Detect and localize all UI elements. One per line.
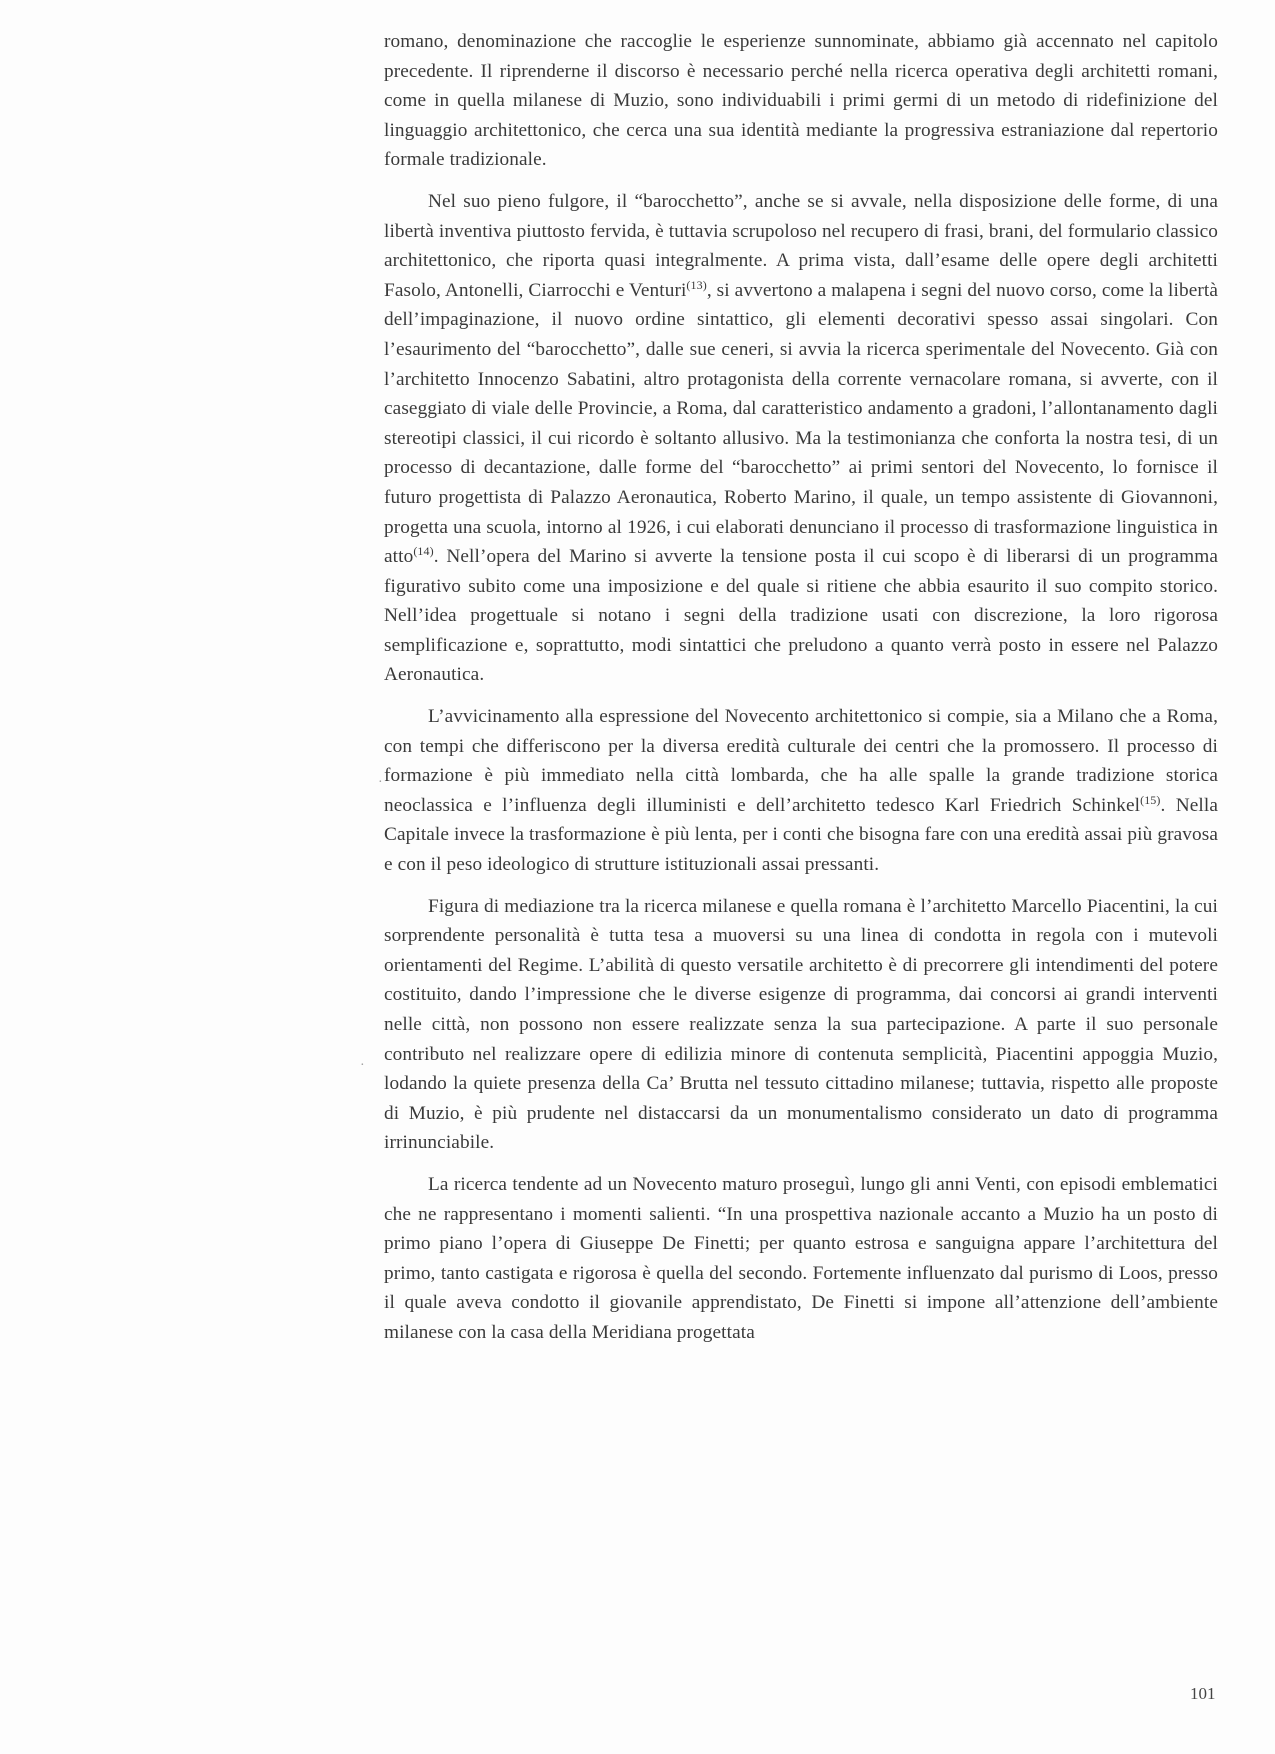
page-number: 101	[1190, 1684, 1216, 1703]
paragraph-4	[384, 892, 1218, 1158]
footnote-ref-15: (15)	[1140, 792, 1161, 807]
paragraph-5	[384, 1170, 1218, 1348]
paragraph-3-text-b: . Nella Capitale invece la trasformazione è più lenta, per i conti che bisogna fare con una eredità assai più gravosa e con il peso ideologico di strutture istituzionali assai pressanti.	[384, 794, 1218, 876]
footnote-ref-14: (14)	[413, 544, 434, 559]
paragraph-3	[384, 702, 1218, 880]
paragraph-5-text: La ricerca tendente ad un Novecento maturo proseguì, lungo gli anni Venti, con episodi emblematici che ne rappresentano i momenti salienti. “In una prospettiva nazionale accanto a Muzio ha un posto di primo piano l’opera di Giuseppe De Finetti; per quanto estrosa e sanguigna appare l’architettura del primo, tanto castigata e rigorosa è quella del secondo. Fortemente influenzato dal purismo di Loos, presso il quale aveva condotto il giovanile apprendistato, De Finetti si impone all’attenzione dell’ambiente milanese con la casa della Meridiana progettata	[384, 1173, 1218, 1343]
paragraph-2	[384, 187, 1218, 690]
scan-speck: ·	[378, 775, 383, 790]
paragraph-2-text-a: Nel suo pieno fulgore, il “barocchetto”, anche se si avvale, nella disposizione delle forme, di una libertà inventiva piuttosto fervida, è tuttavia scrupoloso nel recupero di frasi, brani, del formulario classico architettonico, che riporta quasi integralmente. A prima vista, dall’esame delle opere degli architetti Fasolo, Antonelli, Ciarrocchi e Venturi	[384, 190, 1218, 301]
footnote-ref-13: (13)	[686, 277, 707, 292]
body-text-column	[384, 27, 1218, 1360]
scan-speck: ·	[360, 1058, 365, 1073]
paragraph-3-text-a: L’avvicinamento alla espressione del Novecento architettonico si compie, sia a Milano che a Roma, con tempi che differiscono per la diversa eredità culturale dei centri che la promossero. Il processo di formazione è più immediato nella città lombarda, che ha alle spalle la grande tradizione storica neoclassica e l’influenza degli illuministi e dell’architetto tedesco Karl Friedrich Schinkel	[384, 706, 1218, 816]
paragraph-2-text-c: . Nell’opera del Marino si avverte la tensione posta il cui scopo è di liberarsi di un programma figurativo subito come una imposizione e del quale si ritiene che abbia esaurito il suo compito storico. Nell’idea progettuale si notano i segni della tradizione usati con discrezione, la loro rigorosa semplificazione e, soprattutto, modi sintattici che preludono a quanto verrà posto in essere nel Palazzo Aeronautica.	[384, 546, 1218, 686]
paragraph-2-text-b: , si avvertono a malapena i segni del nuovo corso, come la libertà dell’impaginazione, il nuovo ordine sintattico, gli elementi decorativi spesso assai singolari. Con l’esaurimento del “barocchetto”, dalle sue ceneri, si avvia la ricerca sperimentale del Novecento. Già con l’architetto Innocenzo Sabatini, altro protagonista della corrente vernacolare romana, si avverte, con il caseggiato di viale delle Provincie, a Roma, dal caratteristico andamento a gradoni, l’allontanamento dagli stereotipi classici, il cui ricordo è soltanto allusivo. Ma la testimonianza che conforta la nostra tesi, di un processo di decantazione, dalle forme del “barocchetto” ai primi sentori del Novecento, lo fornisce il futuro progettista di Palazzo Aeronautica, Roberto Marino, il quale, un tempo assistente di Giovannoni, progetta una scuola, intorno al 1926, i cui elaborati denunciano il processo di trasformazione linguistica in atto	[384, 279, 1218, 568]
paragraph-1	[384, 27, 1218, 175]
paragraph-1-text: romano, denominazione che raccoglie le esperienze sunnominate, abbiamo già accennato nel capitolo precedente. Il riprenderne il discorso è necessario perché nella ricerca operativa degli architetti romani, come in quella milanese di Muzio, sono individuabili i primi germi di un metodo di ridefinizione del linguaggio architettonico, che cerca una sua identità mediante la progressiva estraniazione dal repertorio formale tradizionale.	[384, 31, 1218, 171]
paragraph-4-text: Figura di mediazione tra la ricerca milanese e quella romana è l’architetto Marcello Piacentini, la cui sorprendente personalità è tutta tesa a muoversi su una linea di condotta in regola con i mutevoli orientamenti del Regime. L’abilità di questo versatile architetto è di precorrere gli intendimenti del potere costituito, dando l’impressione che le diverse esigenze di programma, dai concorsi ai grandi interventi nelle città, non possono non essere realizzate senza la sua partecipazione. A parte il suo personale contributo nel realizzare opere di edilizia minore di contenuta semplicità, Piacentini appoggia Muzio, lodando la quiete presenza della Ca’ Brutta nel tessuto cittadino milanese; tuttavia, rispetto alle proposte di Muzio, è più prudente nel distaccarsi da un monumentalismo considerato un dato di programma irrinunciabile.	[384, 895, 1218, 1154]
